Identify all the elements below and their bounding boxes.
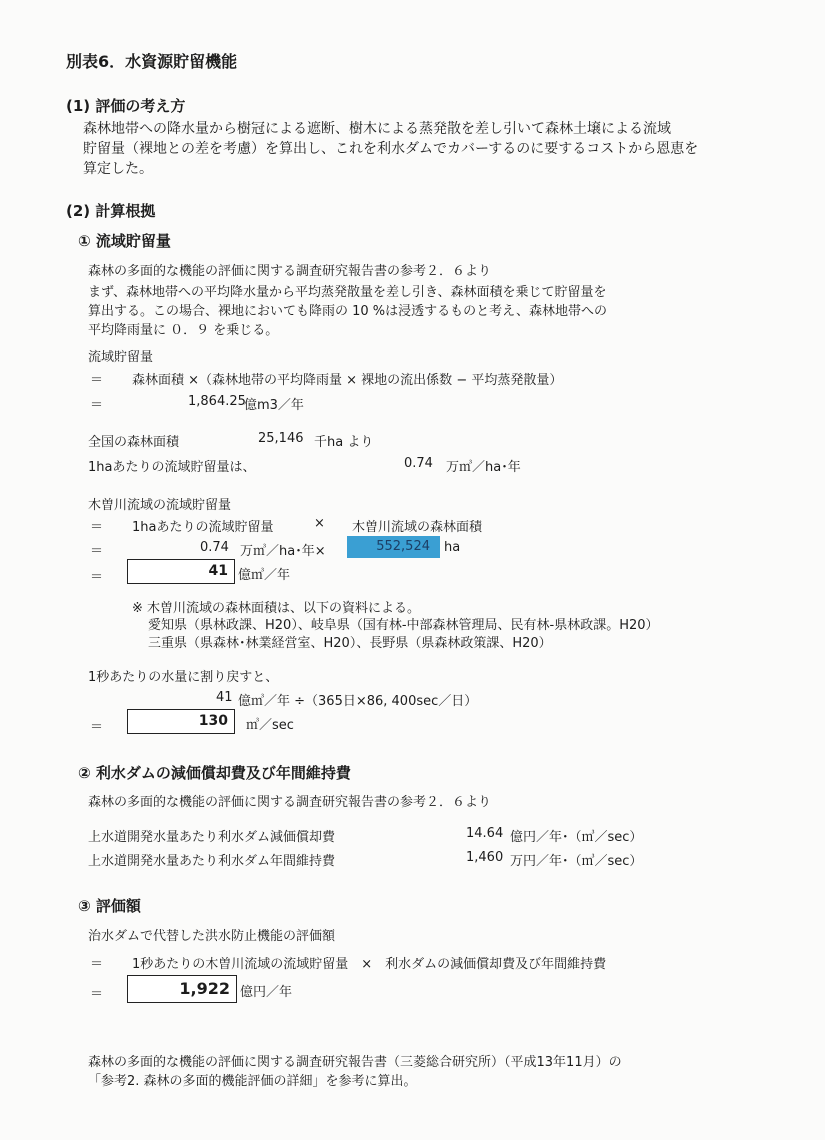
storage-result-value: 1,864.25 bbox=[188, 394, 246, 409]
equals-sign: ＝ bbox=[90, 720, 104, 735]
dam-cost-row-2-label: 上水道開発水量あたり利水ダム年間維持費 bbox=[88, 854, 336, 869]
equals-sign: ＝ bbox=[90, 987, 104, 1002]
subsection-1-desc-2: 算出する。この場合、裸地においても降雨の 10 %は浸透するものと考え、森林地帯への bbox=[88, 304, 607, 319]
per-second-result-box: 130 bbox=[127, 709, 235, 734]
per-ha-unit: 万㎥／ha･年 bbox=[446, 460, 521, 475]
dam-cost-row-1-value: 14.64 bbox=[466, 826, 504, 841]
national-forest-unit: 千ha より bbox=[314, 435, 374, 450]
section-1-line-3: 算定した。 bbox=[83, 161, 153, 177]
equals-sign: ＝ bbox=[90, 570, 104, 585]
kiso-forest-area-highlight: 552,524 bbox=[347, 536, 440, 558]
valuation-result-box: 1,922 bbox=[127, 975, 237, 1003]
section-1-line-1: 森林地帯への降水量から樹冠による遮断、樹木による蒸発散を差し引いて森林土壌による流域 bbox=[83, 121, 671, 137]
footer-source-line-1: 森林の多面的な機能の評価に関する調査研究報告書（三菱総合研究所）（平成13年11月）の bbox=[88, 1055, 622, 1070]
section-1-heading: (1) 評価の考え方 bbox=[66, 97, 186, 115]
kiso-formula-term-b: 木曽川流域の森林面積 bbox=[352, 520, 483, 535]
equals-sign: ＝ bbox=[90, 544, 104, 559]
section-1-line-2: 貯留量（裸地との差を考慮）を算出し、これを利水ダムでカバーするのに要するコストから恩恵を bbox=[83, 141, 699, 157]
kiso-storage-label: 木曽川流域の流域貯留量 bbox=[88, 498, 232, 513]
storage-formula: 森林面積 ×（森林地帯の平均降雨量 × 裸地の流出係数 − 平均蒸発散量） bbox=[132, 373, 563, 388]
subsection-2-heading: ② 利水ダムの減価償却費及び年間維持費 bbox=[78, 764, 351, 782]
kiso-formula-operator: × bbox=[314, 516, 325, 531]
kiso-storage-result-unit: 億㎥／年 bbox=[238, 568, 291, 583]
per-second-result-unit: ㎥／sec bbox=[246, 718, 294, 733]
page-title: 別表6．水資源貯留機能 bbox=[66, 52, 238, 71]
equals-sign: ＝ bbox=[90, 957, 104, 972]
valuation-formula: 1秒あたりの木曽川流域の流域貯留量 × 利水ダムの減価償却費及び年間維持費 bbox=[132, 957, 607, 972]
per-second-value: 41 bbox=[216, 690, 233, 705]
note-line-2: 三重県（県森林･林業経営室、H20）、長野県（県森林政策課、H20） bbox=[148, 636, 552, 651]
section-2-heading: (2) 計算根拠 bbox=[66, 202, 156, 220]
subsection-1-desc-1: まず、森林地帯への平均降水量から平均蒸発散量を差し引き、森林面積を乗じて貯留量を bbox=[88, 285, 607, 300]
subsection-3-heading: ③ 評価額 bbox=[78, 897, 141, 915]
per-ha-value: 0.74 bbox=[404, 456, 433, 471]
subsection-1-heading: ① 流域貯留量 bbox=[78, 232, 171, 250]
dam-cost-row-1-label: 上水道開発水量あたり利水ダム減価償却費 bbox=[88, 830, 336, 845]
valuation-result-unit: 億円／年 bbox=[240, 985, 293, 1000]
storage-result-unit: 億m3／年 bbox=[244, 398, 304, 413]
dam-cost-row-2-unit: 万円／年･（㎥／sec） bbox=[510, 854, 643, 869]
kiso-storage-result-box: 41 bbox=[127, 559, 235, 584]
kiso-formula-term-a: 1haあたりの流域貯留量 bbox=[132, 520, 274, 535]
per-ha-label: 1haあたりの流域貯留量は、 bbox=[88, 460, 256, 475]
subsection-1-desc-3: 平均降雨量に ０．９ を乗じる。 bbox=[88, 323, 279, 338]
equals-sign: ＝ bbox=[90, 520, 104, 535]
subsection-2-reference: 森林の多面的な機能の評価に関する調査研究報告書の参考２．６より bbox=[88, 795, 492, 810]
kiso-forest-area-unit: ha bbox=[444, 540, 461, 555]
subsection-1-reference: 森林の多面的な機能の評価に関する調査研究報告書の参考２．６より bbox=[88, 264, 492, 279]
note-title: ※ 木曽川流域の森林面積は、以下の資料による。 bbox=[132, 601, 421, 616]
kiso-calc-unit: 万㎥／ha･年× bbox=[240, 544, 326, 559]
kiso-calc-value: 0.74 bbox=[200, 540, 229, 555]
equals-sign: ＝ bbox=[90, 373, 104, 388]
footer-source-line-2: 「参考2. 森林の多面的機能評価の詳細」を参考に算出。 bbox=[88, 1074, 417, 1089]
valuation-label: 治水ダムで代替した洪水防止機能の評価額 bbox=[88, 929, 336, 944]
dam-cost-row-2-value: 1,460 bbox=[466, 850, 504, 865]
note-line-1: 愛知県（県林政課、H20）、岐阜県（国有林-中部森林管理局、民有林-県林政課。H20） bbox=[148, 618, 659, 633]
per-second-expression: 億㎥／年 ÷（365日×86, 400sec／日） bbox=[238, 694, 478, 709]
national-forest-value: 25,146 bbox=[258, 431, 304, 446]
storage-label: 流域貯留量 bbox=[88, 350, 154, 365]
dam-cost-row-1-unit: 億円／年･（㎥／sec） bbox=[510, 830, 643, 845]
equals-sign: ＝ bbox=[90, 398, 104, 413]
per-second-label: 1秒あたりの水量に割り戻すと、 bbox=[88, 670, 279, 685]
national-forest-label: 全国の森林面積 bbox=[88, 435, 180, 450]
